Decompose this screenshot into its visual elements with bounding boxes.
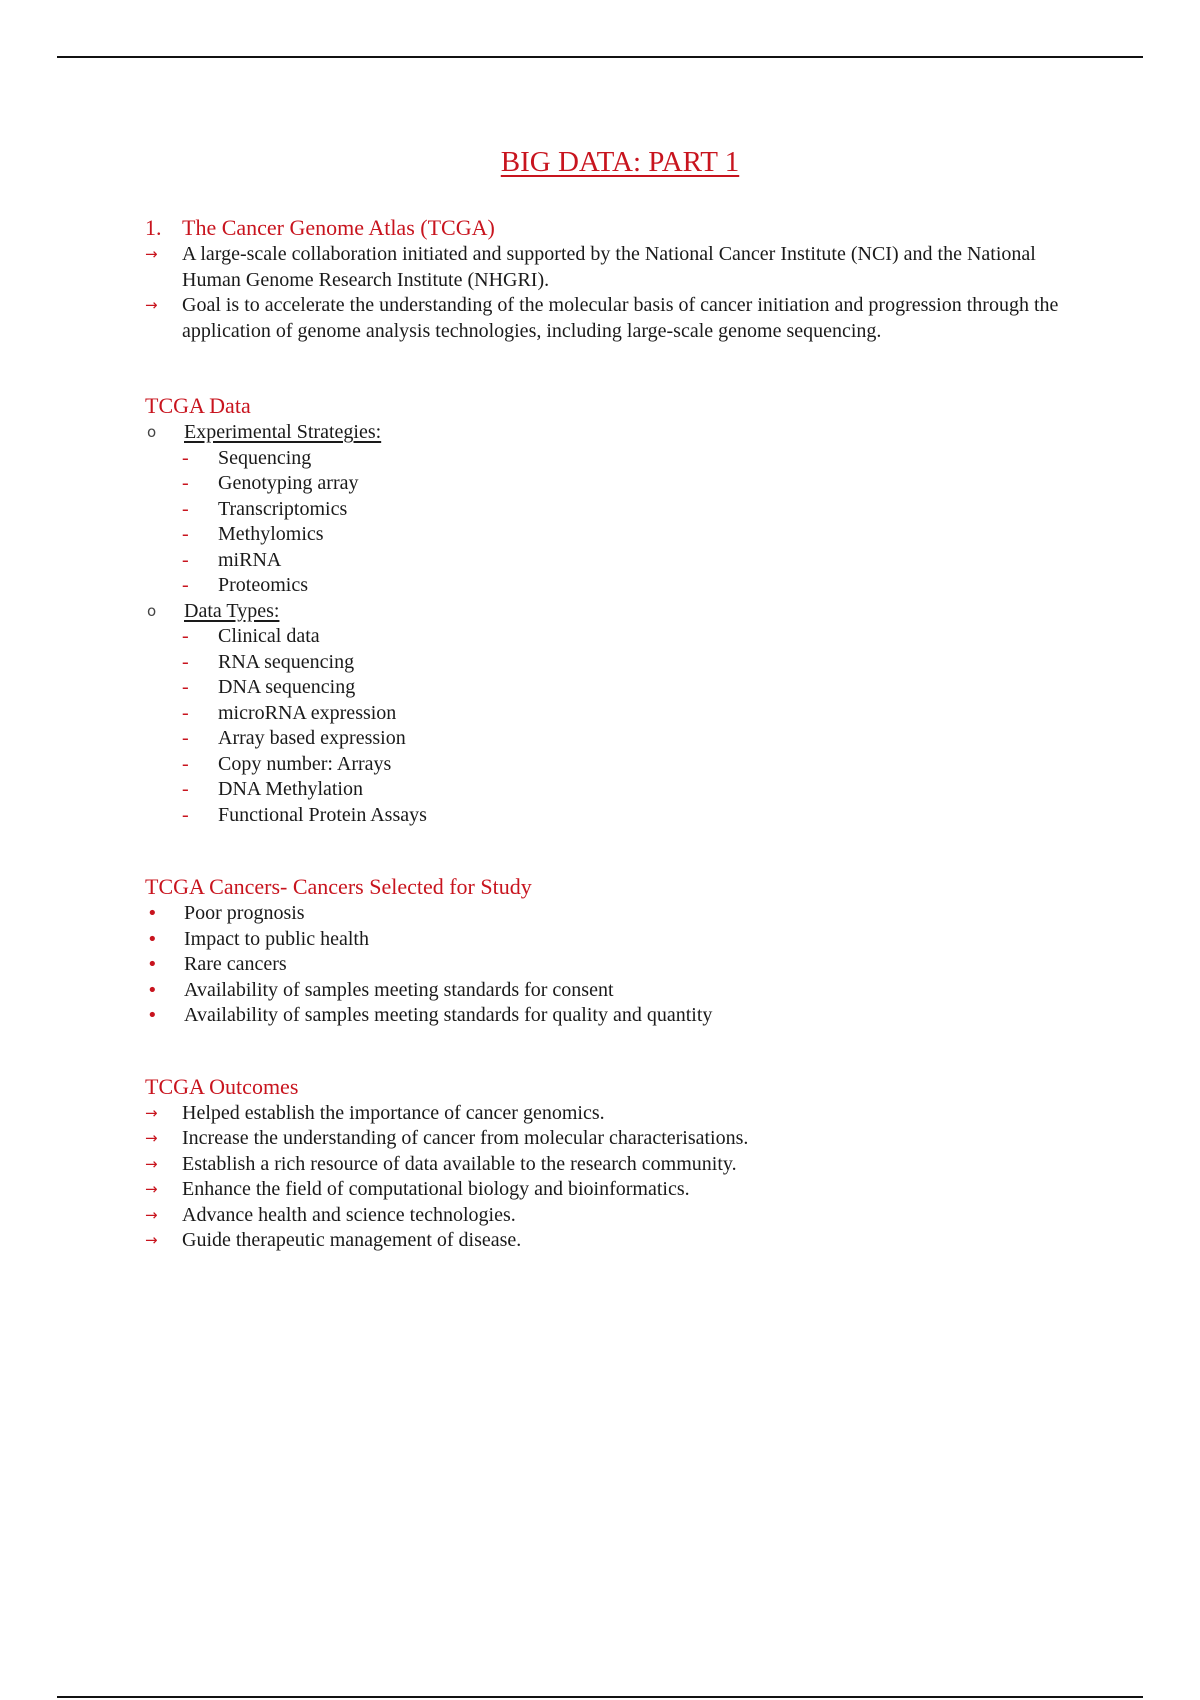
bullet-icon: • (147, 928, 158, 950)
dash-icon: - (182, 803, 189, 826)
arrow-icon: → (145, 245, 158, 263)
list-item-text: Enhance the field of computational biology and bioinformatics. (182, 1178, 690, 1200)
list-item (145, 522, 1075, 548)
list-item (145, 952, 1075, 978)
list-item (145, 752, 1075, 778)
list-item-text: Advance health and science technologies. (182, 1203, 516, 1226)
list-item-text: Establish a rich resource of data available to the research community. (182, 1152, 737, 1175)
list-item-text: DNA Methylation (218, 778, 363, 800)
list-item (145, 777, 1075, 803)
dash-icon: - (182, 752, 189, 775)
list-item (145, 242, 1075, 293)
circle-bullet-icon: o (147, 601, 157, 620)
arrow-icon: → (145, 1103, 158, 1122)
dash-icon: - (182, 650, 189, 673)
section-heading (145, 214, 1075, 242)
dash-icon: - (182, 523, 189, 545)
list-item-text: Genotyping array (218, 472, 359, 494)
section-tcga-cancers (145, 873, 1075, 1029)
list-item-text: Sequencing (218, 446, 312, 469)
list-item (145, 471, 1075, 497)
list-item-text: Functional Protein Assays (218, 803, 427, 826)
list-item-text: Proteomics (218, 574, 308, 596)
list-item (145, 650, 1075, 676)
sublist-label: Experimental Strategies: (184, 421, 382, 443)
list-item (145, 726, 1075, 752)
document-page (145, 140, 1075, 1254)
arrow-icon: → (145, 1205, 158, 1224)
section-tcga-intro (145, 214, 1075, 344)
dash-icon: - (182, 548, 189, 571)
list-item-text: A large-scale collaboration initiated and supported by the National Cancer Institute (NCI) and the National Human Genome Research Institute (NHGRI). (182, 243, 1036, 291)
list-item-text: Poor prognosis (184, 902, 305, 924)
list-item-text: Methylomics (218, 523, 324, 545)
sublist-header (145, 599, 1075, 625)
list-item-text: microRNA expression (218, 701, 397, 724)
list-item (145, 901, 1075, 927)
list-item-text: Array based expression (218, 727, 406, 749)
bullet-icon: • (147, 979, 158, 1001)
list-item (145, 293, 1075, 344)
section-heading: TCGA Data (145, 393, 251, 418)
list-item-text: Impact to public health (184, 927, 369, 950)
list-item (145, 573, 1075, 599)
list-item (145, 675, 1075, 701)
list-item (145, 1152, 1075, 1178)
top-rule (57, 56, 1143, 58)
list-item (145, 624, 1075, 650)
dash-icon: - (182, 701, 189, 724)
list-item-text: Helped establish the importance of cancer genomics. (182, 1101, 605, 1124)
dash-icon: - (182, 727, 189, 749)
bullet-icon: • (147, 954, 158, 975)
list-item (145, 1101, 1075, 1127)
section-tcga-data (145, 392, 1075, 828)
section-heading: TCGA Outcomes (145, 1073, 299, 1099)
list-item (145, 1003, 1075, 1029)
list-item-text: Availability of samples meeting standards for consent (184, 978, 614, 1001)
list-item-text: miRNA (218, 548, 282, 571)
dash-icon: - (182, 676, 189, 698)
arrow-icon: → (145, 1231, 158, 1249)
dash-icon: - (182, 472, 189, 494)
list-item (145, 701, 1075, 727)
list-item (145, 1203, 1075, 1229)
list-item (145, 978, 1075, 1004)
list-item (145, 446, 1075, 472)
section-heading: TCGA Cancers- Cancers Selected for Study (145, 874, 532, 899)
dash-icon: - (182, 778, 189, 800)
arrow-icon: → (145, 1180, 158, 1198)
list-item-text: Guide therapeutic management of disease. (182, 1229, 522, 1251)
dash-icon: - (182, 574, 189, 596)
list-item (145, 548, 1075, 574)
bullet-icon: • (147, 903, 158, 924)
list-item-text: RNA sequencing (218, 650, 355, 673)
list-item (145, 497, 1075, 523)
list-item-text: Transcriptomics (218, 497, 348, 520)
arrow-icon: → (145, 1154, 158, 1173)
list-item (145, 1228, 1075, 1254)
section-tcga-outcomes (145, 1073, 1075, 1254)
bottom-rule (57, 1696, 1143, 1698)
dash-icon: - (182, 446, 189, 469)
list-item-text: Increase the understanding of cancer from molecular characterisations. (182, 1127, 749, 1149)
dash-icon: - (182, 625, 189, 647)
list-item (145, 1177, 1075, 1203)
dash-icon: - (182, 497, 189, 520)
list-item-text: Copy number: Arrays (218, 752, 392, 775)
list-item (145, 927, 1075, 953)
sublist-header (145, 420, 1075, 446)
list-item-text: Goal is to accelerate the understanding of the molecular basis of cancer initiation and progression through the application of genome analysis technologies, including large-scale genome sequencing. (182, 294, 1059, 342)
document-title: BIG DATA: PART 1 (500, 146, 740, 178)
list-item-text: Clinical data (218, 625, 320, 647)
circle-bullet-icon: o (147, 423, 157, 441)
bullet-icon: • (147, 1005, 158, 1026)
list-item-text: Rare cancers (184, 953, 287, 975)
list-item-text: Availability of samples meeting standards for quality and quantity (184, 1004, 713, 1026)
section-number: 1. (145, 215, 162, 240)
arrow-icon: → (145, 1129, 158, 1147)
arrow-icon: → (145, 296, 158, 314)
list-item (145, 803, 1075, 829)
list-item-text: DNA sequencing (218, 676, 356, 698)
section-title: The Cancer Genome Atlas (TCGA) (182, 215, 495, 240)
sublist-label: Data Types: (184, 599, 280, 622)
list-item (145, 1126, 1075, 1152)
